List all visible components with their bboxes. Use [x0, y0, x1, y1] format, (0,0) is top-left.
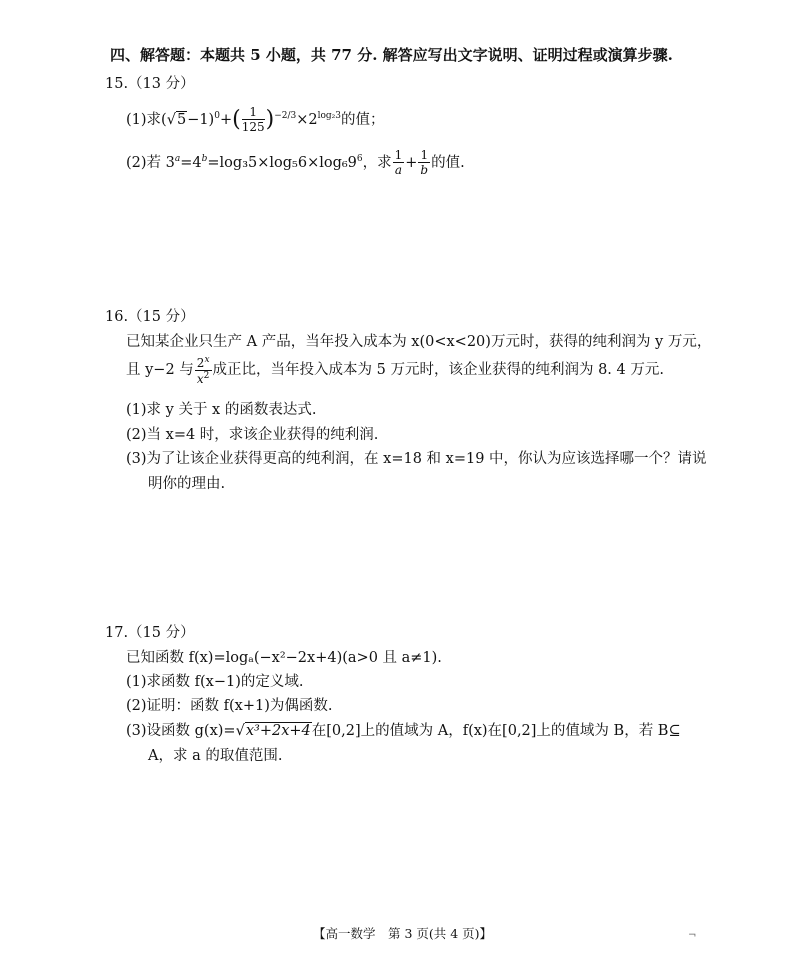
q15-p2-f1-num: 1 [394, 148, 403, 163]
question-17-part-3-line-1: (3)设函数 g(x)=√x³+2x+4在[0,2]上的值域为 A，f(x)在[0,2]上的值域为 B，若 B⊆ [126, 723, 681, 739]
corner-mark: ¬ [688, 930, 697, 941]
q15-p1-prefix: (1)求( [126, 111, 167, 128]
q16-l2-fraction [195, 356, 212, 385]
q15-p1-sqrt: 5 [176, 111, 187, 128]
q17-p3-suffix: 在[0,2]上的值域为 A，f(x)在[0,2]上的值域为 B，若 B⊆ [311, 723, 681, 739]
question-16-line-2 [126, 352, 664, 388]
question-16-number: 16.（15 分） [105, 309, 195, 325]
q15-p2-exp-b: b [201, 154, 208, 164]
question-17-part-3-line-2: A，求 a 的取值范围. [148, 748, 283, 764]
q15-p2-eq: =4 [180, 154, 202, 171]
question-17-line-1: 已知函数 f(x)=logₐ(−x²−2x+4)(a>0 且 a≠1). [126, 650, 442, 666]
q16-l2-frac-den-exp: 2 [203, 370, 210, 381]
q15-p1-suffix: 的值； [341, 111, 385, 128]
question-15-number: 15.（13 分） [105, 76, 195, 92]
q15-p2-ask: ，求 [362, 154, 392, 171]
q15-p2-f1-den: a [394, 163, 403, 178]
question-16-part-3-line-2: 明你的理由. [148, 476, 226, 492]
q16-l2-suffix: 成正比，当年投入成本为 5 万元时，该企业获得的纯利润为 8. 4 万元. [212, 362, 664, 378]
q16-l2-frac-num-base: 2 [196, 355, 205, 370]
page-footer: 【高一数学 第 3 页(共 4 页)】 [313, 926, 493, 941]
question-16-part-3-line-1: (3)为了让该企业获得更高的纯利润，在 x=18 和 x=19 中，你认为应该选择哪一个？请说 [126, 451, 707, 467]
question-17-part-2: (2)证明：函数 f(x+1)为偶函数. [126, 698, 333, 714]
question-15-part-1: (1)求$(√5-1)^0+$( $\frac{1}{125}$ )$^{-2/3}\times 2^{log_23}$的值； [126, 105, 385, 135]
question-15-part-2 [126, 141, 465, 177]
q15-p1-exp-log: log₂3 [317, 111, 342, 121]
q15-p2-exp-a: a [174, 154, 181, 164]
q16-l2-frac-den-base: x [196, 371, 204, 386]
section-header: 四、解答题：本题共 5 小题，共 77 分. 解答应写出文字说明、证明过程或演算步骤. [110, 46, 673, 64]
q15-p2-f2-den: b [420, 163, 429, 178]
q17-p3-prefix: (3)设函数 g(x)= [126, 723, 236, 739]
q15-p1-exp0: 0 [214, 111, 220, 121]
q15-p1-fraction [242, 106, 265, 133]
question-16-part-2: (2)当 x=4 时，求该企业获得的纯利润. [126, 427, 379, 443]
q15-p1-mid: −1) [187, 111, 215, 128]
q15-p2-plus: + [405, 154, 418, 171]
question-16-line-1: 已知某企业只生产 A 产品，当年投入成本为 x(0<x<20)万元时，获得的纯利润为 y 万元， [126, 334, 712, 350]
q15-p2-f2-num: 1 [420, 148, 429, 163]
q15-p2-exp-6: 6 [356, 154, 363, 164]
q16-l2-frac-den [195, 371, 212, 385]
q16-l2-prefix: 且 y−2 与 [126, 362, 194, 378]
q16-l2-frac-num-exp: x [204, 354, 210, 365]
q15-p1-frac-den: 125 [241, 120, 265, 135]
q15-p2-suffix: 的值. [431, 154, 465, 171]
q17-p3-sqrt: x³+2x+4 [245, 723, 311, 739]
q15-p1-times: ×2 [296, 111, 318, 128]
q15-p1-plus: + [219, 111, 233, 128]
q15-p2-fraction-a [393, 149, 405, 176]
q15-p2-prefix: (2)若 3 [126, 154, 175, 171]
question-16-part-1: (1)求 y 关于 x 的函数表达式. [126, 402, 317, 418]
q16-l2-frac-num [195, 356, 212, 371]
question-17-part-1: (1)求函数 f(x−1)的定义域. [126, 674, 304, 690]
q15-p2-fraction-b [418, 149, 430, 176]
q15-p1-frac-num: 1 [242, 106, 265, 120]
q15-p1-exp-frac: −2/3 [274, 111, 297, 121]
q15-p2-logs: =log₃5×log₅6×log₆9 [207, 154, 357, 171]
question-17-number: 17.（15 分） [105, 625, 195, 641]
